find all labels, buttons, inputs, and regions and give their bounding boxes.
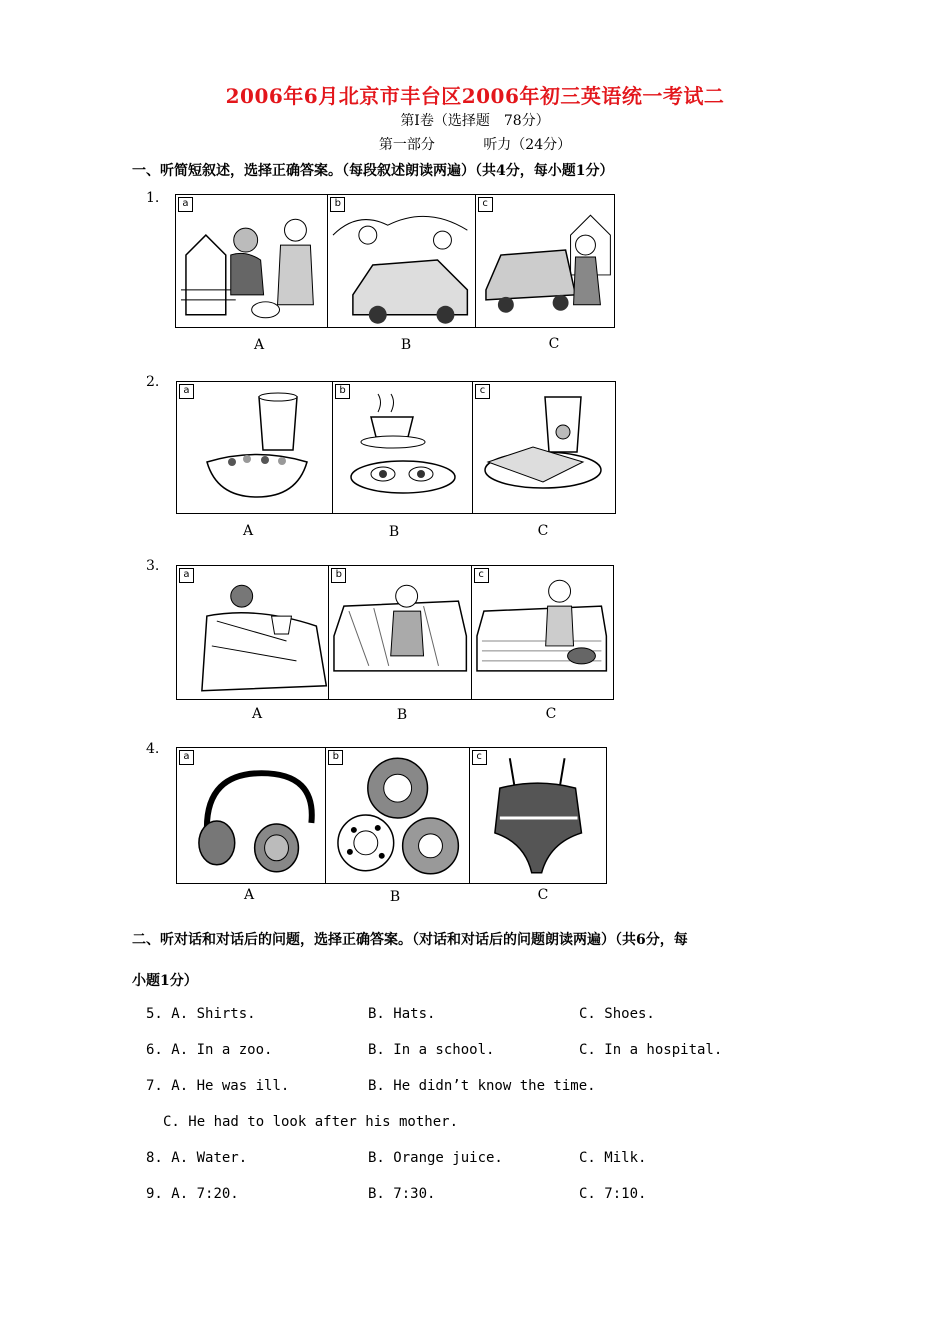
question-4-option-c[interactable]: C — [537, 887, 549, 903]
question-4-panel-c — [470, 748, 606, 883]
panel-tag: a — [179, 568, 194, 583]
question-4-panel-a — [177, 748, 326, 883]
volume-heading: 第Ⅰ卷（选择题 78分） — [400, 113, 550, 129]
panel-tag: a — [178, 197, 193, 212]
question-3-option-b[interactable]: B — [396, 707, 408, 723]
question-3-panel-a — [177, 566, 329, 699]
panel-tag: a — [179, 750, 194, 765]
question-1-option-a[interactable]: A — [253, 337, 265, 353]
option-text: A. 7:20. — [171, 1186, 239, 1202]
question-7-option-c[interactable]: C. He had to look after his mother. — [163, 1114, 459, 1130]
question-2-number: 2. — [146, 374, 160, 390]
coffee-and-eggs-icon — [333, 382, 472, 513]
woman-reading-on-sofa-icon — [329, 566, 470, 699]
section2-instruction-line1: 二、听对话和对话后的问题，选择正确答案。（对话和对话后的问题朗读两遍）（共6分，每 — [132, 932, 688, 948]
milk-and-cereal-icon — [177, 382, 332, 513]
panel-tag: c — [475, 384, 490, 399]
question-8-option-c[interactable]: C. Milk. — [579, 1150, 647, 1166]
question-8-number: 8. — [146, 1150, 163, 1166]
option-text: A. Shirts. — [171, 1006, 256, 1022]
question-2-panel-a — [177, 382, 333, 513]
question-4-option-b[interactable]: B — [389, 889, 401, 905]
panel-tag: b — [331, 568, 346, 583]
part-heading — [0, 134, 950, 154]
panel-tag: a — [179, 384, 194, 399]
question-5-option-a[interactable] — [146, 1006, 256, 1022]
question-6-number: 6. — [146, 1042, 163, 1058]
question-6-option-a[interactable] — [146, 1042, 272, 1058]
question-5-number: 5. — [146, 1006, 163, 1022]
question-3-panel-c — [472, 566, 613, 699]
question-9-option-a[interactable] — [146, 1186, 239, 1202]
option-text: A. Water. — [171, 1150, 248, 1166]
question-3-option-c[interactable]: C — [545, 706, 557, 722]
question-4-option-a[interactable]: A — [243, 887, 255, 903]
question-1-panel-a — [176, 195, 328, 327]
question-1-option-b[interactable]: B — [400, 337, 412, 353]
headphones-icon — [177, 748, 325, 883]
option-text: A. In a zoo. — [171, 1042, 273, 1058]
question-6-option-b[interactable]: B. In a school. — [368, 1042, 495, 1058]
question-8-option-a[interactable] — [146, 1150, 247, 1166]
question-2-option-a[interactable]: A — [242, 523, 254, 539]
man-washing-car-icon — [476, 195, 614, 327]
section2-instruction-line2: 小题1分） — [132, 973, 198, 989]
section1-instruction: 一、听简短叙述，选择正确答案。（每段叙述朗读两遍）（共4分，每小题1分） — [132, 163, 614, 179]
question-4-panel-b — [326, 748, 469, 883]
panel-tag: b — [330, 197, 345, 212]
juice-and-toast-icon — [473, 382, 615, 513]
question-7-number: 7. — [146, 1078, 163, 1094]
question-2-option-b[interactable]: B — [388, 524, 400, 540]
question-7-option-b[interactable]: B. He didn’t know the time. — [368, 1078, 596, 1094]
swimsuit-icon — [470, 748, 606, 883]
question-3-number: 3. — [146, 558, 160, 574]
question-2-panel-b — [333, 382, 473, 513]
question-5-option-c[interactable]: C. Shoes. — [579, 1006, 655, 1022]
question-9-number: 9. — [146, 1186, 163, 1202]
question-1-panel-c — [476, 195, 614, 327]
question-2-panel-c — [473, 382, 615, 513]
panel-tag: b — [328, 750, 343, 765]
question-3-image-strip — [176, 565, 614, 700]
question-6-option-c[interactable]: C. In a hospital. — [579, 1042, 723, 1058]
exam-title: 2006年6月北京市丰台区2006年初三英语统一考试二 — [225, 84, 725, 108]
question-9-option-b[interactable]: B. 7:30. — [368, 1186, 436, 1202]
question-3-panel-b — [329, 566, 471, 699]
question-2-image-strip — [176, 381, 616, 514]
question-1-option-c[interactable]: C — [548, 336, 560, 352]
family-with-dog-scene-icon — [176, 195, 327, 327]
panel-tag: c — [474, 568, 489, 583]
question-1-panel-b — [328, 195, 475, 327]
swim-rings-icon — [326, 748, 468, 883]
question-9-option-c[interactable]: C. 7:10. — [579, 1186, 647, 1202]
question-3-option-a[interactable]: A — [251, 706, 263, 722]
sick-in-bed-icon — [177, 566, 328, 699]
listening-label: 听力（24分） — [483, 137, 572, 153]
boys-washing-car-icon — [328, 195, 474, 327]
panel-tag: c — [472, 750, 487, 765]
panel-tag: c — [478, 197, 493, 212]
question-1-image-strip — [175, 194, 615, 328]
panel-tag: b — [335, 384, 350, 399]
question-5-option-b[interactable]: B. Hats. — [368, 1006, 436, 1022]
question-4-image-strip — [176, 747, 607, 884]
question-7-option-a[interactable] — [146, 1078, 289, 1094]
question-8-option-b[interactable]: B. Orange juice. — [368, 1150, 503, 1166]
question-4-number: 4. — [146, 741, 160, 757]
man-on-phone-sofa-icon — [472, 566, 613, 699]
part-label: 第一部分 — [378, 137, 435, 153]
question-2-option-c[interactable]: C — [537, 523, 549, 539]
option-text: A. He was ill. — [171, 1078, 290, 1094]
question-1-number: 1. — [146, 190, 160, 206]
